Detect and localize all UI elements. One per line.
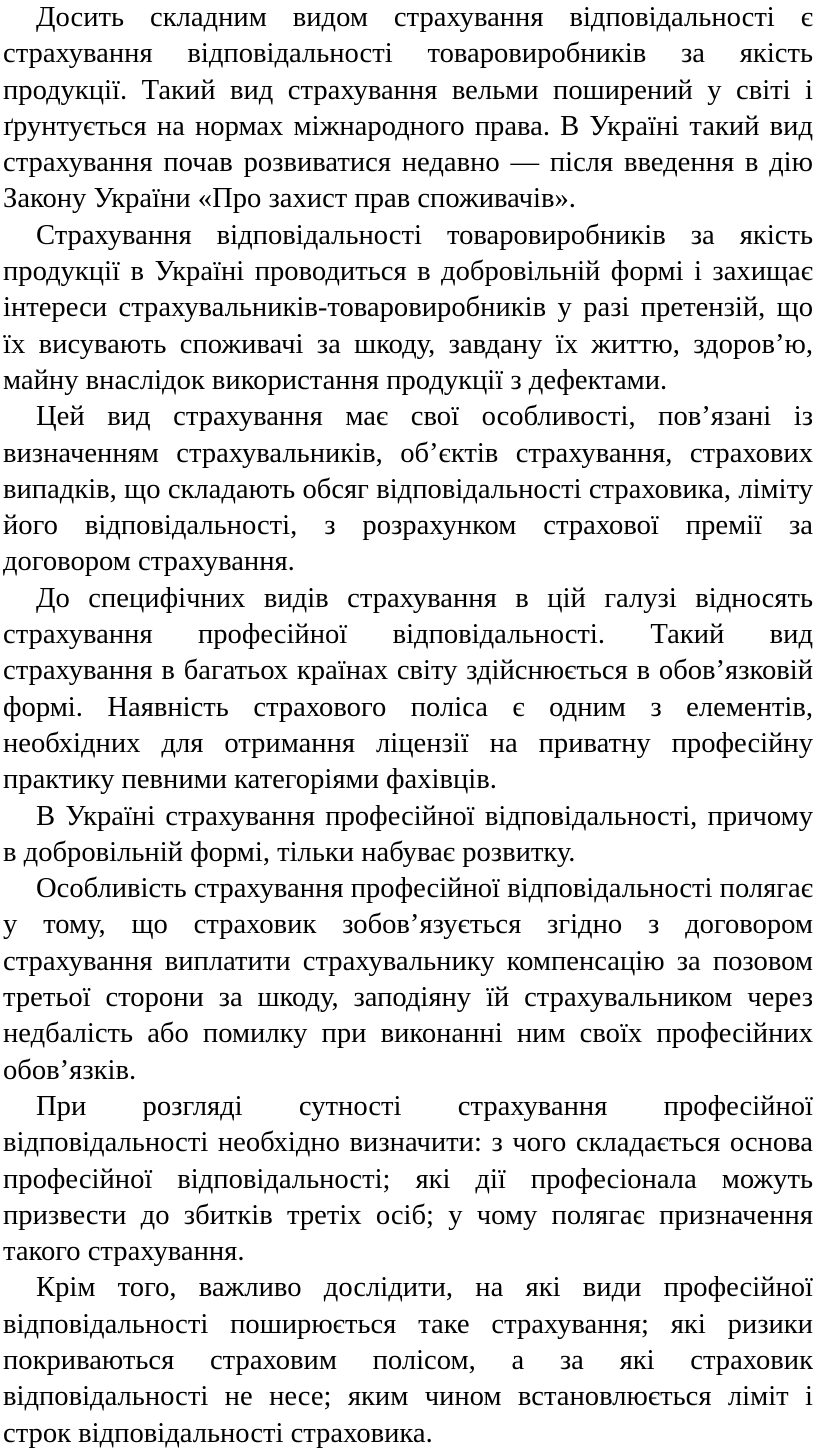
paragraph-professional-liability-intro: До специфічних видів страхування в цій галузі відносять страхування професійної відповідальності. Такий вид страхування в багатьох країнах світу здійснюється в обов’язковій формі. Наявність страхового поліса є одним з елементів, необхідних для отримання ліцензії на приватну професійну практику певними категоріями фахівців. [3, 582, 813, 796]
paragraph-product-liability-features: Цей вид страхування має свої особливості, пов’язані із визначенням страхувальників, об’єктів страхування, страхових випадків, що складають обсяг відповідальності страховика, ліміту його відповідальності, з розрахунком страхової премії за договором страхування. [3, 401, 813, 578]
paragraph-professional-liability-essence: Особливість страхування професійної відповідальності полягає у тому, що страховик зобов’язується згідно з договором страхування виплатити страхувальнику компенсацію за позовом третьої сторони за шкоду, заподіяну їй страхувальником через недбалість або помилку при виконанні ним своїх професійних обов’язків. [3, 873, 813, 1086]
paragraph-professional-liability-questions: При розгляді сутності страхування професійної відповідальності необхідно визначити: з чого складається основа професійної відповідальності; які дії професіонала можуть призвести до збитків третіх осіб; у чому полягає призначення такого страхування. [3, 1090, 813, 1268]
paragraph-professional-liability-ukraine: В Україні страхування професійної відповідальності, причому в добровільній формі, тільки набуває розвитку. [3, 800, 813, 868]
paragraph-product-liability-voluntary: Страхування відповідальності товаровиробників за якість продукції в Україні проводиться в добровільній формі і захищає інтереси страхувальників-товаровиробників у разі претензій, що їх висувають споживачі за шкоду, завдану їх життю, здоров’ю, майну внаслідок використання продукції з дефектами. [3, 219, 813, 396]
paragraph-product-liability-intro: Досить складним видом страхування відповідальності є страхування відповідальності товаровиробників за якість продукції. Такий вид страхування вельми поширений у світі і ґрунтується на нормах міжнародного права. В Україні такий вид страхування почав розвиватися недавно — після введення в дію Закону України «Про захист прав споживачів». [3, 2, 813, 215]
paragraph-professional-liability-scope: Крім того, важливо дослідити, на які види професійної відповідальності поширюється таке страхування; які ризики покриваються страховим полісом, а за які страховик відповідальності не несе; яким чином встановлюється ліміт і строк відповідальності страховика. [3, 1272, 813, 1449]
